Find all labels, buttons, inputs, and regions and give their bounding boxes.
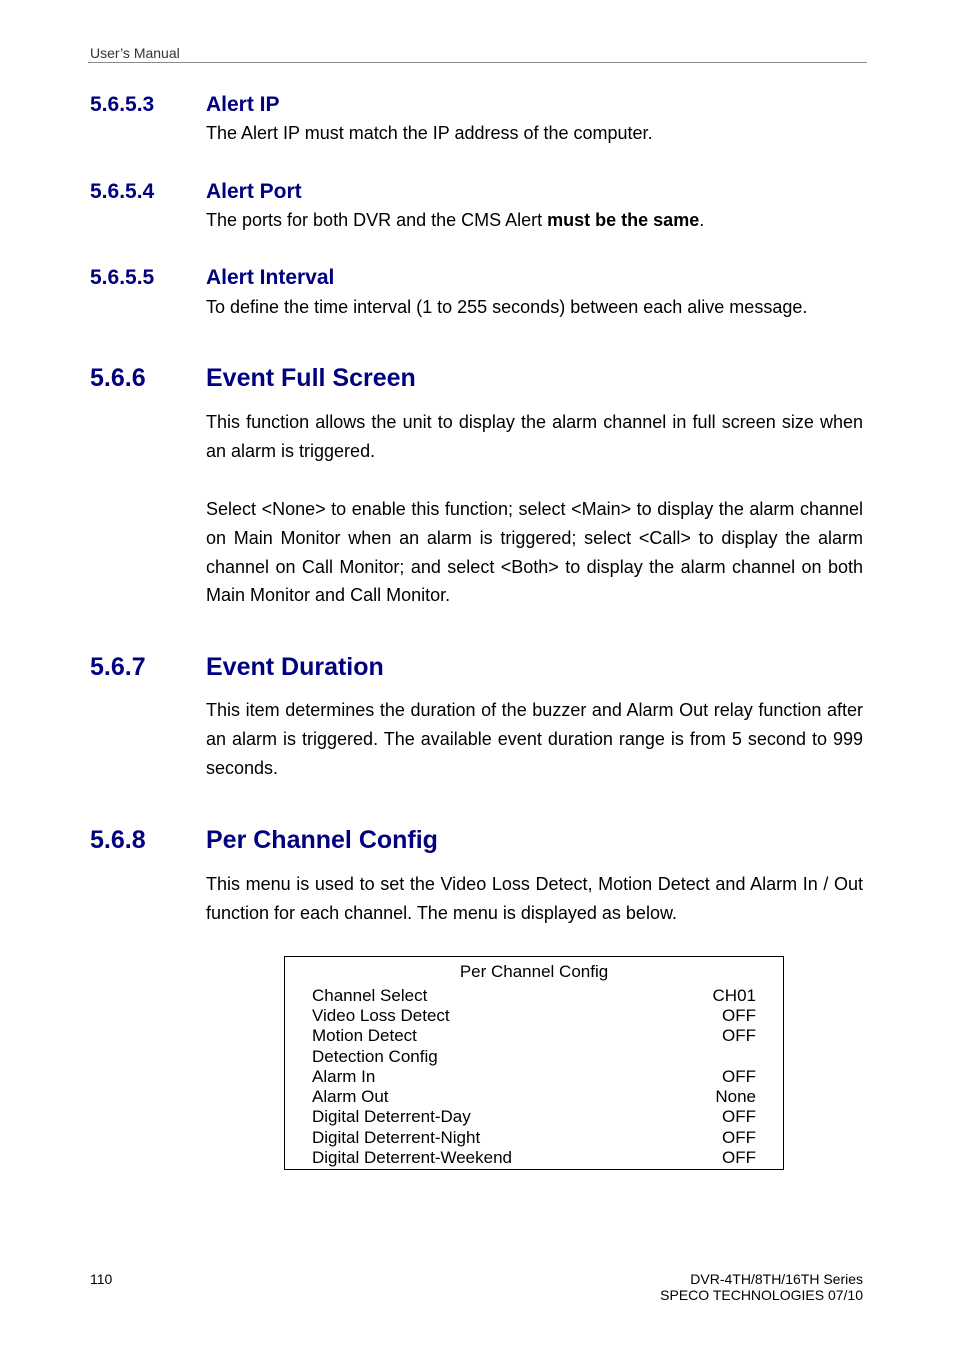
menu-item-alarm-out[interactable]	[312, 1087, 756, 1107]
page-header: User’s Manual	[90, 45, 180, 61]
menu-item-video-loss-detect[interactable]	[312, 1006, 756, 1026]
menu-item-label: Digital Deterrent-Day	[312, 1107, 471, 1126]
menu-item-value: OFF	[722, 1006, 756, 1025]
menu-item-value: CH01	[712, 986, 756, 1005]
section-title: Alert IP	[206, 93, 280, 116]
section-number: 5.6.5.4	[90, 180, 155, 203]
page-number: 110	[90, 1271, 113, 1287]
event-full-screen-paragraph-1: This function allows the unit to display the alarm channel in full screen size when an alarm is triggered.	[206, 412, 863, 461]
section-number: 5.6.6	[90, 364, 146, 392]
section-title: Alert Interval	[206, 266, 335, 289]
per-channel-config-menu	[284, 956, 784, 1170]
menu-item-motion-detect[interactable]	[312, 1026, 756, 1046]
menu-item-digital-deterrent-day[interactable]	[312, 1107, 756, 1127]
menu-item-alarm-in[interactable]	[312, 1067, 756, 1087]
menu-item-value: None	[715, 1087, 756, 1106]
menu-item-label: Channel Select	[312, 986, 428, 1005]
alert-port-text-start: The ports for both DVR and the CMS Alert	[206, 210, 548, 230]
menu-item-digital-deterrent-night[interactable]	[312, 1128, 756, 1148]
menu-item-value: OFF	[722, 1026, 756, 1045]
menu-item-value: OFF	[722, 1128, 756, 1147]
footer-series: DVR-4TH/8TH/16TH Series	[690, 1271, 863, 1287]
menu-item-value: OFF	[722, 1067, 756, 1086]
menu-item-digital-deterrent-weekend[interactable]	[312, 1148, 756, 1168]
alert-ip-text: The Alert IP must match the IP address of the computer.	[206, 123, 653, 143]
section-number: 5.6.5.5	[90, 266, 155, 289]
menu-item-label: Video Loss Detect	[312, 1006, 450, 1025]
section-title: Alert Port	[206, 180, 302, 203]
section-title: Per Channel Config	[206, 826, 438, 854]
alert-port-text-end: .	[699, 210, 705, 230]
alert-port-text	[206, 208, 863, 232]
menu-item-label: Detection Config	[312, 1047, 438, 1066]
menu-item-channel-select[interactable]	[312, 986, 756, 1006]
menu-item-label: Alarm Out	[312, 1087, 389, 1106]
menu-item-value: OFF	[722, 1148, 756, 1167]
header-divider	[88, 62, 867, 63]
menu-title: Per Channel Config	[459, 962, 609, 981]
section-number: 5.6.5.3	[90, 93, 155, 116]
alert-port-emphasis: must be the same	[547, 210, 700, 230]
footer-company: SPECO TECHNOLOGIES 07/10	[660, 1287, 863, 1303]
section-number: 5.6.7	[90, 653, 146, 681]
alert-interval-text: To define the time interval (1 to 255 seconds) between each alive message.	[206, 297, 808, 317]
menu-item-detection-config[interactable]	[312, 1047, 756, 1067]
menu-item-label: Alarm In	[312, 1067, 376, 1086]
menu-item-label: Digital Deterrent-Weekend	[312, 1148, 512, 1167]
event-full-screen-paragraph-2: Select <None> to enable this function; select <Main> to display the alarm channel on Main Monitor when an alarm is triggered; select <Call> to display the alarm channel on Call Monitor; and select <Both> to display the alarm channel on both Main Monitor and Call Monitor.	[206, 499, 863, 606]
menu-item-value: OFF	[722, 1107, 756, 1126]
section-title: Event Full Screen	[206, 364, 416, 392]
event-duration-paragraph: This item determines the duration of the buzzer and Alarm Out relay function after an alarm is triggered. The available event duration range is from 5 second to 999 seconds.	[206, 700, 863, 778]
menu-item-label: Motion Detect	[312, 1026, 417, 1045]
section-title: Event Duration	[206, 653, 384, 681]
section-number: 5.6.8	[90, 826, 146, 854]
menu-item-label: Digital Deterrent-Night	[312, 1128, 481, 1147]
per-channel-config-paragraph: This menu is used to set the Video Loss Detect, Motion Detect and Alarm In / Out function for each channel. The menu is displayed as below.	[206, 874, 863, 923]
